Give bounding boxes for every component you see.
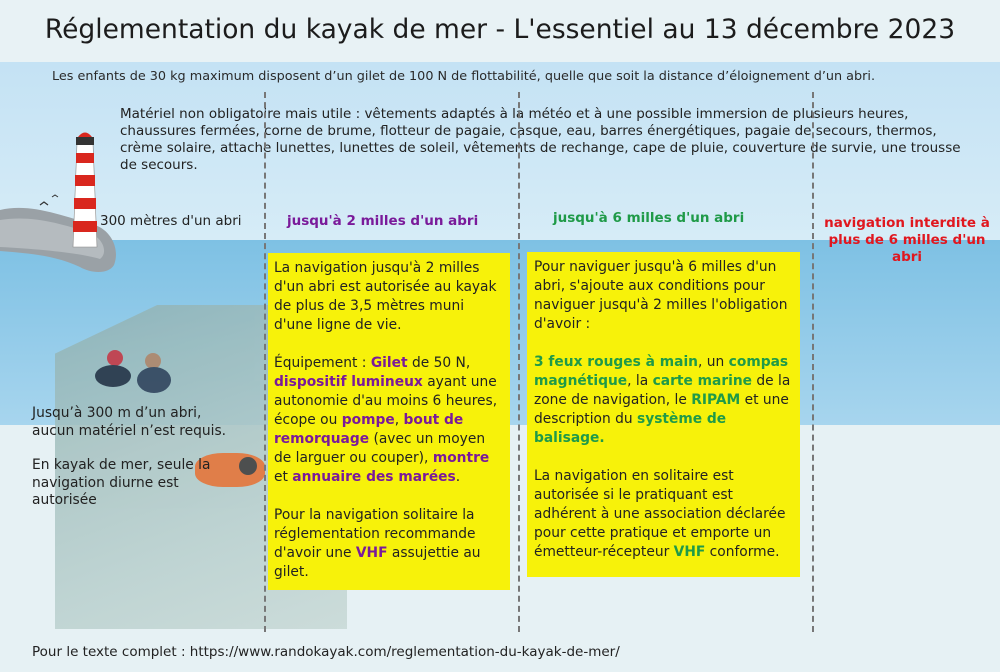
- item-feux-rouges: 3 feux rouges à main: [534, 354, 698, 370]
- item-compas: compas magnétique: [534, 354, 789, 389]
- item-balisage: système de balisage.: [534, 411, 727, 446]
- text-1: , un: [698, 354, 729, 370]
- text-3: de la zone de navigation, le: [534, 373, 791, 408]
- item-carte-marine: carte marine: [652, 373, 753, 389]
- divider-300m: [264, 92, 266, 632]
- text-4: et une description du: [534, 392, 789, 427]
- solo-text-a: Pour la navigation solitaire la réglementation recommande d'avoir une: [274, 507, 476, 561]
- kayaker-head-1: [107, 350, 123, 366]
- kayaker-body-1: [95, 365, 131, 387]
- zone-2-solo: [274, 506, 506, 582]
- zone-2-equipment: [274, 354, 506, 487]
- text-2: , la: [627, 373, 653, 389]
- item-dispositif-lumineux: dispositif lumineux: [274, 374, 423, 390]
- footer-link[interactable]: Pour le texte complet : https://www.randokayak.com/reglementation-du-kayak-de-mer/: [32, 644, 620, 660]
- solo-text-b: assujettie au gilet.: [274, 545, 481, 580]
- item-ripam: RIPAM: [691, 392, 741, 408]
- item-annuaire-marees: annuaire des marées: [292, 469, 456, 485]
- rescuer-head: [239, 457, 257, 475]
- children-rule: Les enfants de 30 kg maximum disposent d’un gilet de 100 N de flottabilité, quelle que soit la distance d’éloignement d’un abri.: [52, 69, 876, 84]
- zone-6-milles-box: [527, 252, 800, 577]
- zone-2-intro: La navigation jusqu'à 2 milles d'un abri est autorisée au kayak de plus de 3,5 mètres muni d'une ligne de vie.: [274, 260, 497, 333]
- text-6: .: [455, 469, 461, 485]
- divider-2-milles: [518, 92, 520, 632]
- text-2: ayant une autonomie d'au moins 6 heures, écope ou: [274, 374, 498, 428]
- lighthouse-illustration: [0, 125, 125, 275]
- item-pompe: pompe: [341, 412, 395, 428]
- item-vhf: VHF: [673, 544, 706, 560]
- page-title: Réglementation du kayak de mer - L'essentiel au 13 décembre 2023: [44, 14, 956, 45]
- text-4: (avec un moyen de larguer ou couper),: [274, 431, 486, 466]
- zone-2-milles-box: [268, 253, 510, 590]
- zone-6-milles-heading: jusqu'à 6 milles d'un abri: [553, 210, 745, 226]
- optional-gear: Matériel non obligatoire mais utile : vêtements adaptés à la météo et à une possible immersion de plusieurs heures, chaussures fermées, corne de brume, flotteur de pagaie, casque, eau, barres énergétiques, pagaie de secours, thermos, crème solaire, attache lunettes, lunettes de soleil, vêtements de rechange, cape de pluie, couverture de survie, une trousse de secours.: [120, 106, 961, 173]
- zone-2-milles-heading: jusqu'à 2 milles d'un abri: [287, 213, 479, 229]
- text-3: ,: [394, 412, 404, 428]
- zone-300m-text: [32, 405, 232, 527]
- item-vhf: VHF: [355, 545, 388, 561]
- zone-300m-p1: Jusqu’à 300 m d’un abri, aucun matériel n’est requis.: [32, 405, 227, 439]
- zone-6-solo: [534, 467, 796, 562]
- zone-6-equipment: [534, 353, 796, 448]
- zone-6-intro: Pour naviguer jusqu'à 6 milles d'un abri, s'ajoute aux conditions pour naviguer jusqu'à 2 milles l'obligation d'avoir :: [534, 259, 788, 332]
- zone-forbidden-heading: navigation interdite à plus de 6 milles d'un abri: [824, 215, 990, 265]
- equipment-label: Équipement :: [274, 355, 371, 371]
- item-bout-remorquage: bout de remorquage: [274, 412, 464, 447]
- zone-300m-p2: En kayak de mer, seule la navigation diurne est autorisée: [32, 457, 211, 508]
- solo-text-b: conforme.: [705, 544, 780, 560]
- zone-300m-heading: 300 mètres d'un abri: [100, 213, 242, 229]
- item-montre: montre: [432, 450, 490, 466]
- text-5: et: [274, 469, 293, 485]
- solo-text-a: La navigation en solitaire est autorisée si le pratiquant est adhérent à une association déclarée pour cette pratique et emporte un émetteur-récepteur: [534, 468, 786, 560]
- text-1: de 50 N,: [407, 355, 471, 371]
- divider-6-milles: [812, 92, 814, 632]
- kayaker-body-2: [137, 367, 171, 393]
- item-gilet: Gilet: [370, 355, 408, 371]
